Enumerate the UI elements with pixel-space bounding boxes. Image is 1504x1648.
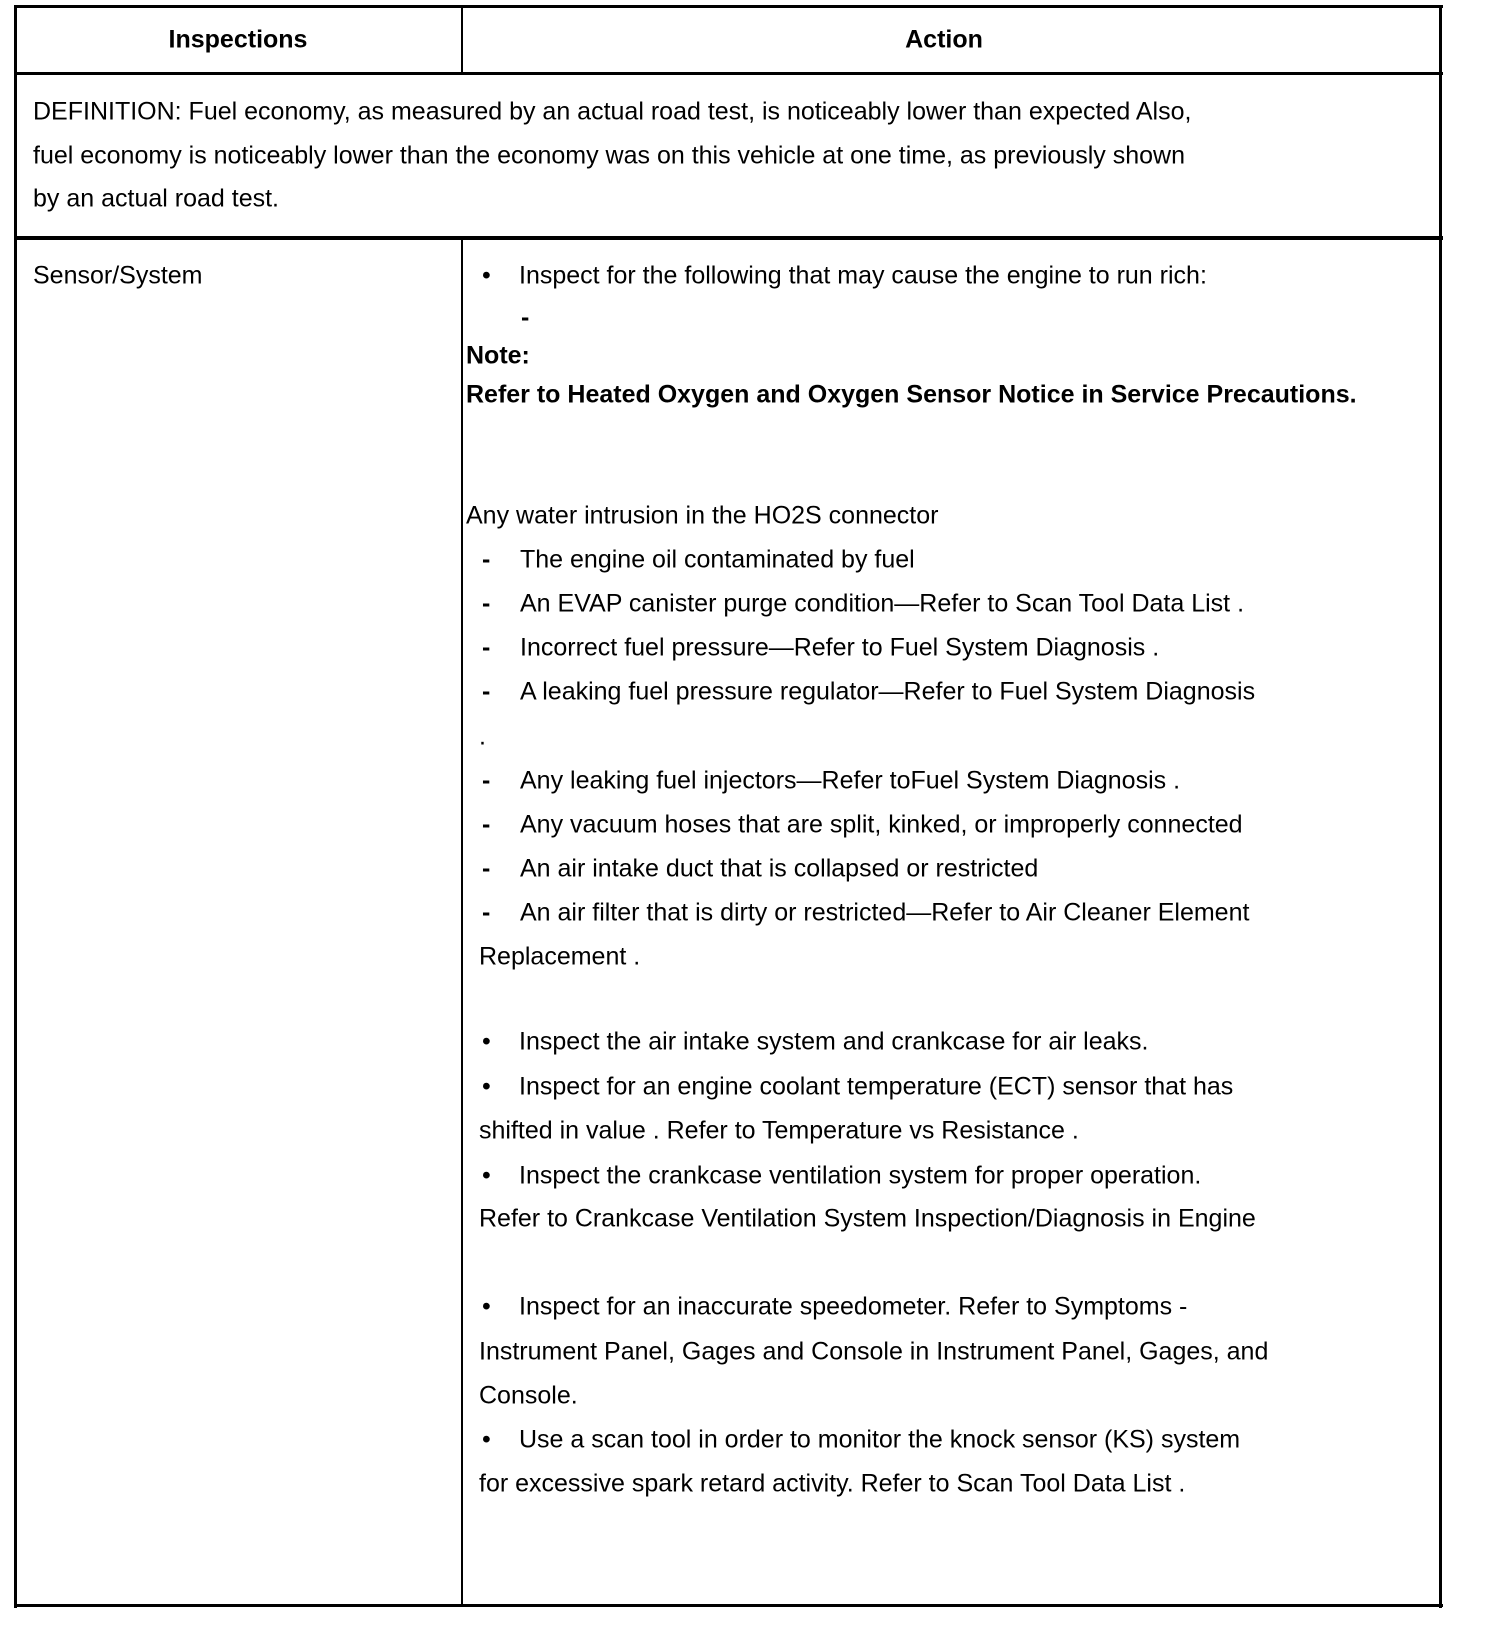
action-line: The engine oil contaminated by fuel xyxy=(520,545,915,574)
action-line: An air filter that is dirty or restricted—Refer to Air Cleaner Element xyxy=(520,898,1250,927)
action-line: Instrument Panel, Gages and Console in Instrument Panel, Gages, and xyxy=(479,1337,1269,1366)
action-line: shifted in value . Refer to Temperature vs Resistance . xyxy=(479,1116,1079,1145)
action-line: An air intake duct that is collapsed or restricted xyxy=(520,854,1039,883)
header-action: Action xyxy=(905,25,983,54)
dash-icon: - xyxy=(521,303,530,332)
action-line: Incorrect fuel pressure—Refer to Fuel System Diagnosis . xyxy=(520,633,1160,662)
action-line: An EVAP canister purge condition—Refer to Scan Tool Data List . xyxy=(520,589,1245,618)
inspection-cell: Sensor/System xyxy=(33,261,203,290)
definition-divider xyxy=(14,236,1443,240)
action-line: . xyxy=(479,722,486,751)
action-line: Any leaking fuel injectors—Refer toFuel System Diagnosis . xyxy=(520,766,1181,795)
dash-icon: - xyxy=(482,898,491,927)
border-top xyxy=(14,5,1443,8)
bullet-icon: • xyxy=(482,1027,491,1056)
action-line: Use a scan tool in order to monitor the knock sensor (KS) system xyxy=(519,1425,1241,1454)
border-bottom xyxy=(14,1604,1443,1607)
action-line: Note: xyxy=(466,341,530,370)
dash-icon: - xyxy=(482,589,491,618)
bullet-icon: • xyxy=(482,1425,491,1454)
action-line: Inspect the crankcase ventilation system for proper operation. xyxy=(519,1161,1202,1190)
dash-icon: - xyxy=(482,766,491,795)
border-right xyxy=(1439,5,1442,1608)
bullet-icon: • xyxy=(482,1292,491,1321)
definition-line: by an actual road test. xyxy=(33,184,279,213)
header-inspections: Inspections xyxy=(168,25,308,54)
action-line: Inspect the air intake system and crankcase for air leaks. xyxy=(519,1027,1149,1056)
column-divider-header xyxy=(461,5,463,74)
action-line: Replacement . xyxy=(479,942,641,971)
definition-line: fuel economy is noticeably lower than the economy was on this vehicle at one time, as previously shown xyxy=(33,141,1185,170)
dash-icon: - xyxy=(482,545,491,574)
action-line: A leaking fuel pressure regulator—Refer to Fuel System Diagnosis xyxy=(520,677,1256,706)
bullet-icon: • xyxy=(482,1072,491,1101)
header-divider xyxy=(14,72,1443,75)
action-line: Refer to Heated Oxygen and Oxygen Sensor Notice in Service Precautions. xyxy=(466,380,1357,409)
bullet-icon: • xyxy=(482,1161,491,1190)
action-line: Inspect for an inaccurate speedometer. Refer to Symptoms - xyxy=(519,1292,1188,1321)
column-divider-body xyxy=(461,238,463,1606)
dash-icon: - xyxy=(482,854,491,883)
action-line: Any water intrusion in the HO2S connector xyxy=(466,501,939,530)
action-line: Refer to Crankcase Ventilation System Inspection/Diagnosis in Engine xyxy=(479,1204,1256,1233)
action-line: Console. xyxy=(479,1381,578,1410)
dash-icon: - xyxy=(482,677,491,706)
action-line: for excessive spark retard activity. Refer to Scan Tool Data List . xyxy=(479,1469,1186,1498)
definition-line: DEFINITION: Fuel economy, as measured by an actual road test, is noticeably lower than expected Also, xyxy=(33,97,1192,126)
action-line: Inspect for the following that may cause the engine to run rich: xyxy=(519,261,1207,290)
dash-icon: - xyxy=(482,633,491,662)
border-left xyxy=(14,5,17,1608)
bullet-icon: • xyxy=(482,261,491,290)
dash-icon: - xyxy=(482,810,491,839)
action-line: Inspect for an engine coolant temperature (ECT) sensor that has xyxy=(519,1072,1234,1101)
action-line: Any vacuum hoses that are split, kinked, or improperly connected xyxy=(520,810,1243,839)
